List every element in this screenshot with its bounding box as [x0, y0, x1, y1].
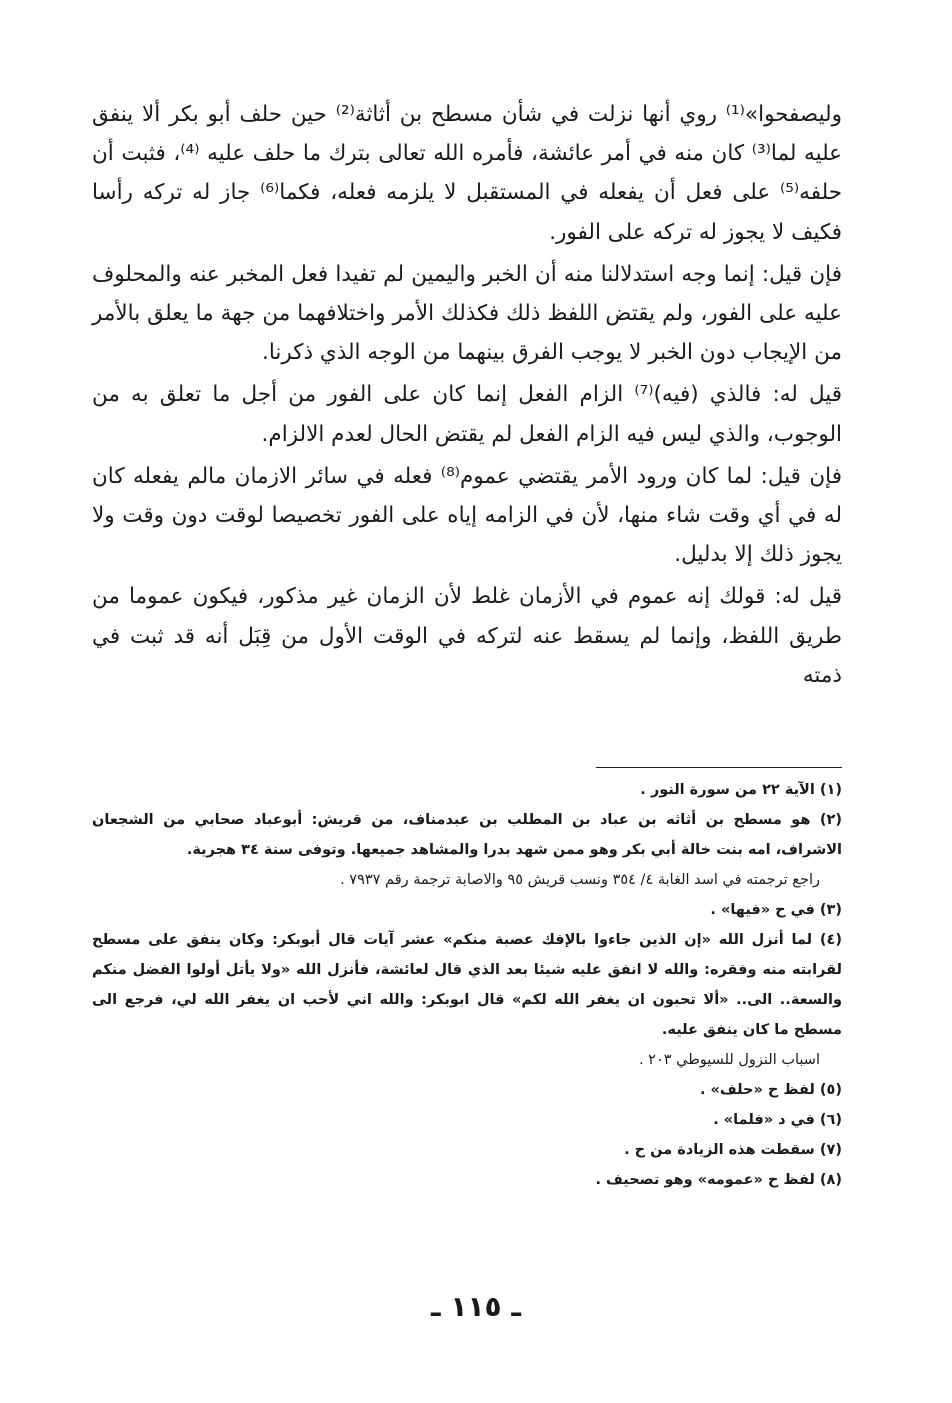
footnote-8: (٨) لفظ ح «عمومه» وهو تصحيف .: [595, 1172, 842, 1188]
footnote-5: (٥) لفظ ح «حلف» .: [699, 1082, 842, 1098]
paragraph-2: فإن قيل: إنما وجه استدلالنا منه أن الخبر واليمين لم تفيدا فعل المخبر عنه والمحلوف عليه على الفور، ولم يقتض اللفظ ذلك فكذلك الأمر واختلافهما من جهة ما يعلق بالأمر من الإيجاب دون الخبر لا يوجب الفرق بينهما من الوجه الذي ذكرنا.: [92, 261, 842, 366]
footnote-2-reference: راجع ترجمته في اسد الغابة ٤/ ٣٥٤ ونسب قريش ٩٥ والاصابة ترجمة رقم ٧٩٣٧ .: [340, 872, 820, 888]
paragraph-1: وليصفحوا»⁽¹⁾ روي أنها نزلت في شأن مسطح بن أثاثة⁽²⁾ حين حلف أبو بكر ألا ينفق عليه لما⁽³⁾ كان منه في أمر عائشة، فأمره الله تعالى بترك ما حلف عليه ⁽⁴⁾، فثبت أن حلفه⁽⁵⁾ على فعل أن يفعله في المستقبل لا يلزمه فعله، فكما⁽⁶⁾ جاز له تركه رأسا فكيف لا يجوز له تركه على الفور.: [92, 102, 843, 245]
page-content: [92, 95, 843, 1188]
footnote-1: (١) الآية ٢٢ من سورة النور .: [640, 782, 842, 798]
page-number: ـ ١١٥ ـ: [431, 1290, 521, 1323]
main-text: [92, 95, 842, 695]
paragraph-3: قيل له: فالذي (فيه)⁽⁷⁾ الزام الفعل إنما كان على الفور من أجل ما تعلق به من الوجوب، والذي ليس فيه الزام الفعل لم يقتض الحال لعدم الالزام.: [92, 382, 842, 447]
footnote-3: (٣) في ح «فيها» .: [710, 902, 842, 918]
footnote-4: (٤) لما أنزل الله «إن الذين جاءوا بالإفك عصبة منكم» عشر آيات قال أبوبكر: وكان ينفق على مسطح لقرابته منه وفقره: والله لا انفق عليه شيئا بعد الذي قال لعائشة، فأنزل الله «ولا يأتل أولوا الفضل منكم والسعة.. الى.. «ألا تحبون ان يغفر الله لكم» قال ابوبكر: والله اني لأحب ان يغفر الله لي، فرجع الى مسطح ما كان ينفق عليه.: [92, 932, 842, 1038]
footnote-divider: [596, 767, 842, 768]
footnote-4-reference: اسباب النزول للسيوطي ٢٠٣ .: [638, 1052, 820, 1068]
footnote-6: (٦) في د «فلما» .: [713, 1112, 842, 1128]
footnote-2: (٢) هو مسطح بن أثاثه بن عباد بن المطلب بن عبدمناف، من قريش: أبوعباد صحابي من الشجعان الاشراف، امه بنت خالة أبي بكر وهو ممن شهد بدرا والمشاهد جميعها. وتوفى سنة ٣٤ هجرية.: [92, 812, 842, 858]
paragraph-4: فإن قيل: لما كان ورود الأمر يقتضي عموم⁽⁸⁾ فعله في سائر الازمان مالم يفعله كان له في أي وقت شاء منها، لأن في الزامه إياه على الفور تخصيصا لوقت دون وقت ولا يجوز ذلك إلا بدليل.: [92, 463, 842, 568]
footnote-7: (٧) سقطت هذه الزيادة من ح .: [624, 1142, 842, 1158]
footnotes: [92, 775, 842, 1195]
paragraph-5: قيل له: قولك إنه عموم في الأزمان غلط لأن الزمان غير مذكور، فيكون عموما من طريق اللفظ، وإنما لم يسقط عنه لتركه في الوقت الأول من قِبَل أنه قد ثبت في ذمته: [92, 584, 842, 688]
